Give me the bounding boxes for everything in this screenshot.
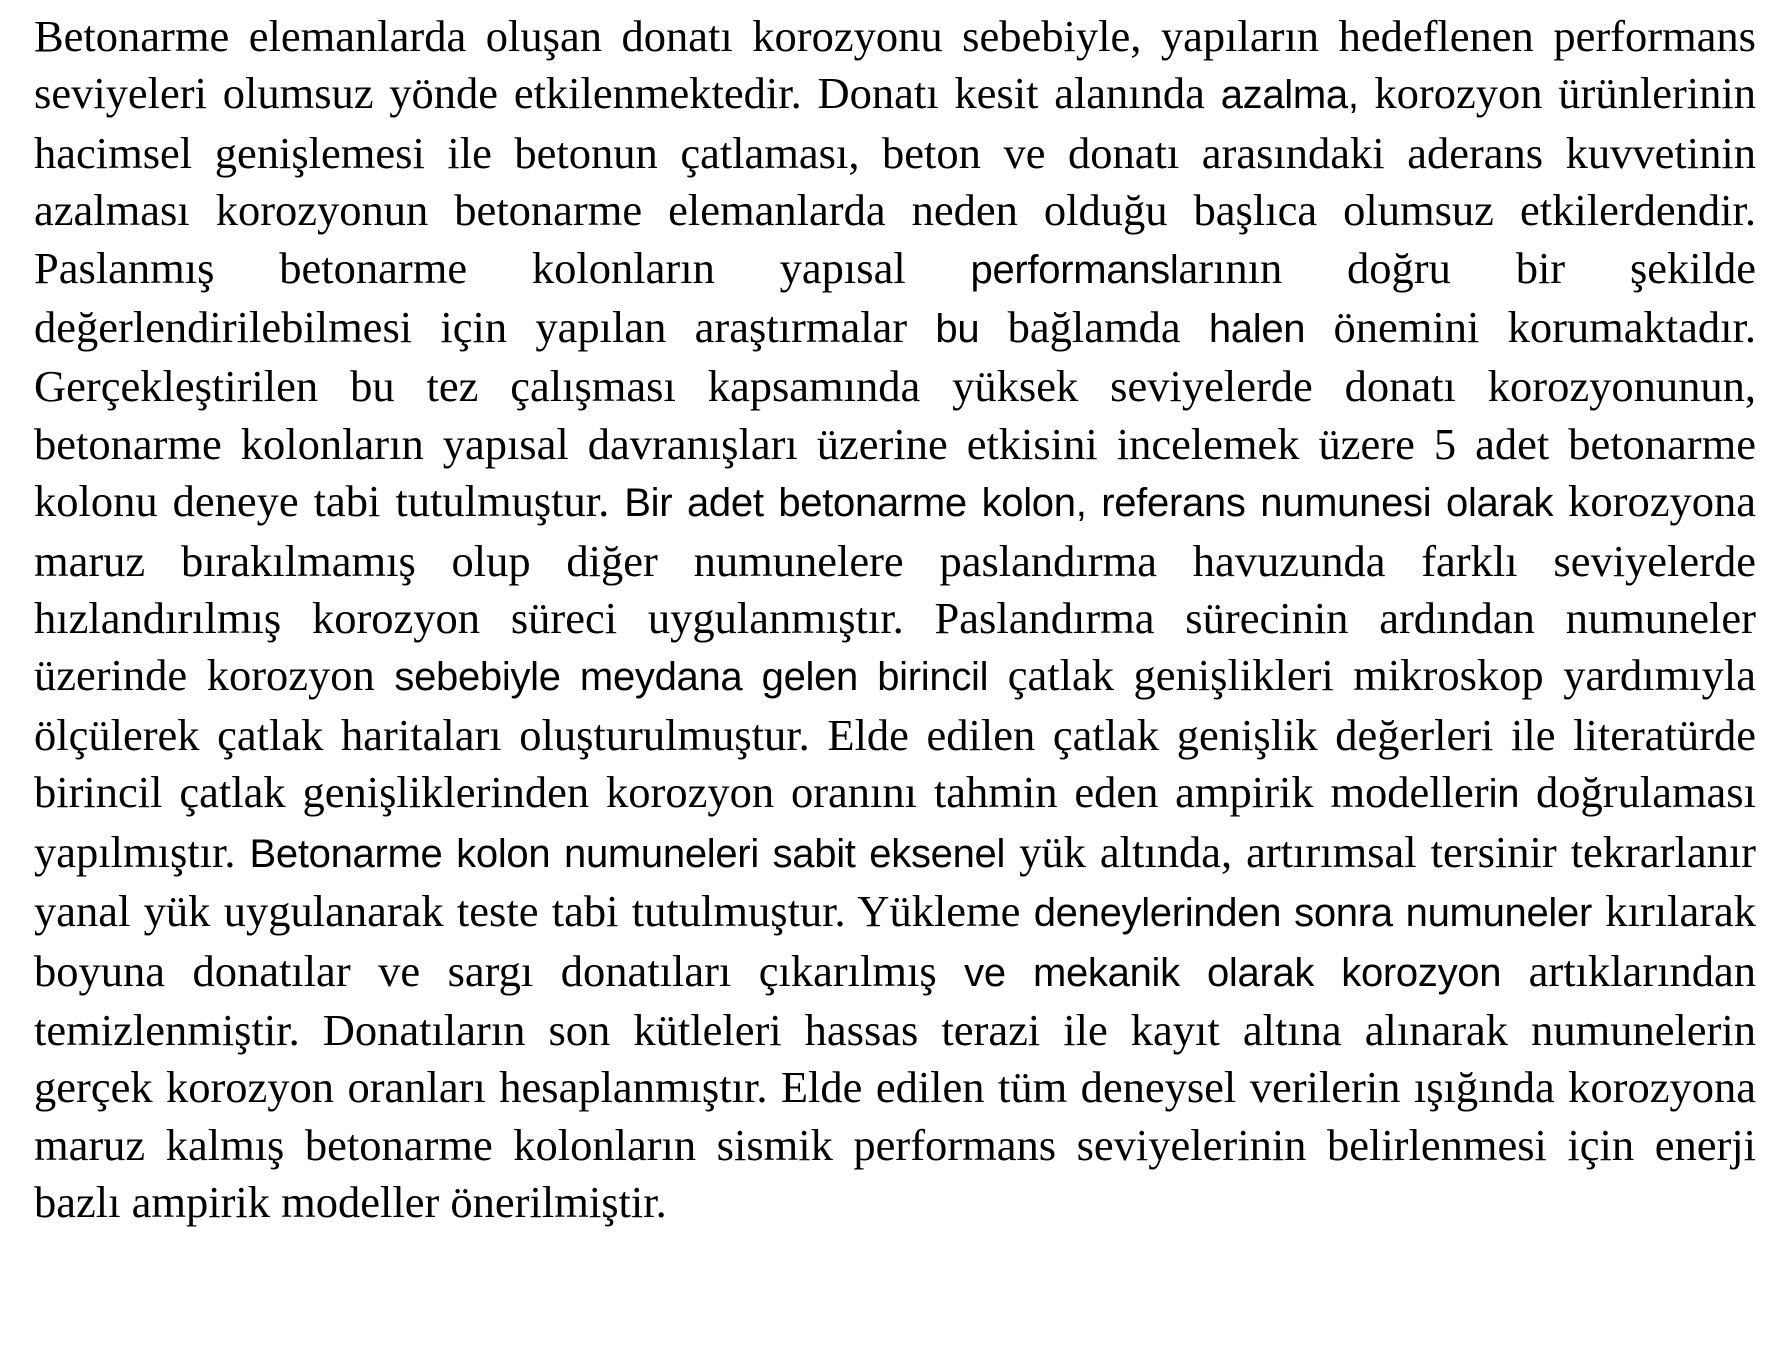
text-run: azalma, (1220, 73, 1359, 118)
text-run: korozyon ürünlerinin hacimsel genişlemesi ile betonun çatlaması, beton ve donatı arasındaki aderans kuvvetinin azalması korozyonun betonarme elemanlarda neden olduğu başlıca olumsuz etkilerdendir. Paslanmış betonarme kolonların yapısal (34, 68, 1756, 293)
text-run: in (1488, 772, 1520, 817)
text-run: performansl (970, 247, 1179, 292)
text-run: Betonarme kolon numuneleri sabit eksenel (249, 831, 1006, 876)
text-run: Betonarme elemanlarda oluşan donatı korozyonu sebebiyle, yapıların hedeflenen performans seviyeleri olumsuz yönde etkilenmektedir. Donatı kesit alanında (34, 11, 1756, 119)
text-run: deneylerinden sonra numuneler (1033, 891, 1592, 936)
text-run: çatlak genişlikleri mikroskop yardımıyla ölçülerek çatlak haritaları oluşturulmuştur. Elde edilen çatlak genişlik değerleri ile literatürde birincil çatlak genişliklerinden korozyon oranını tahmin eden ampirik modeller (34, 650, 1757, 818)
text-run: halen (1208, 307, 1306, 352)
text-run: yük altında, artırımsal tersinir tekrarlanır yanal yük uygulanarak teste tabi tutulmuştur. Yükleme (34, 826, 1756, 937)
text-run: artıklarından temizlenmiştir. Donatıların son kütleleri hassas terazi ile kayıt altına alınarak numunelerin gerçek korozyon oranları hesaplanmıştır. Elde edilen tüm deneysel verilerin ışığında korozyona maruz kalmış betonarme kolonların sismik performans seviyelerinin belirlenmesi için enerji bazlı ampirik modeller önerilmiştir. (34, 945, 1756, 1228)
text-run: önemini korumaktadır. Gerçekleştirilen bu tez çalışması kapsamında yüksek seviyelerde donatı korozyonunun, betonarme kolonların yapısal davranışları üzerine etkisini incelemek üzere 5 adet betonarme kolonu deneye tabi tutulmuştur. (34, 302, 1757, 527)
text-run: doğrulaması yapılmıştır. (34, 767, 1756, 877)
abstract-paragraph (34, 8, 1756, 1232)
text-run: kırılarak boyuna donatılar ve sargı donatıları çıkarılmış (34, 886, 1757, 996)
text-run: Bir adet betonarme kolon, referans numunesi olarak (624, 481, 1554, 526)
text-run: arının doğru bir şekilde değerlendirilebilmesi için yapılan araştırmalar (34, 242, 1756, 353)
text-run: bu (935, 307, 980, 352)
text-run: sebebiyle meydana gelen birincil (394, 655, 989, 700)
text-run: korozyona maruz bırakılmamış olup diğer numunelere paslandırma havuzunda farklı seviyelerde hızlandırılmış korozyon süreci uygulanmıştır. Paslandırma sürecinin ardından numuneler üzerinde korozyon (34, 476, 1756, 701)
text-run: ve mekanik olarak korozyon (964, 950, 1502, 995)
text-run: bağlamda (979, 302, 1209, 353)
document-page (34, 8, 1756, 1338)
